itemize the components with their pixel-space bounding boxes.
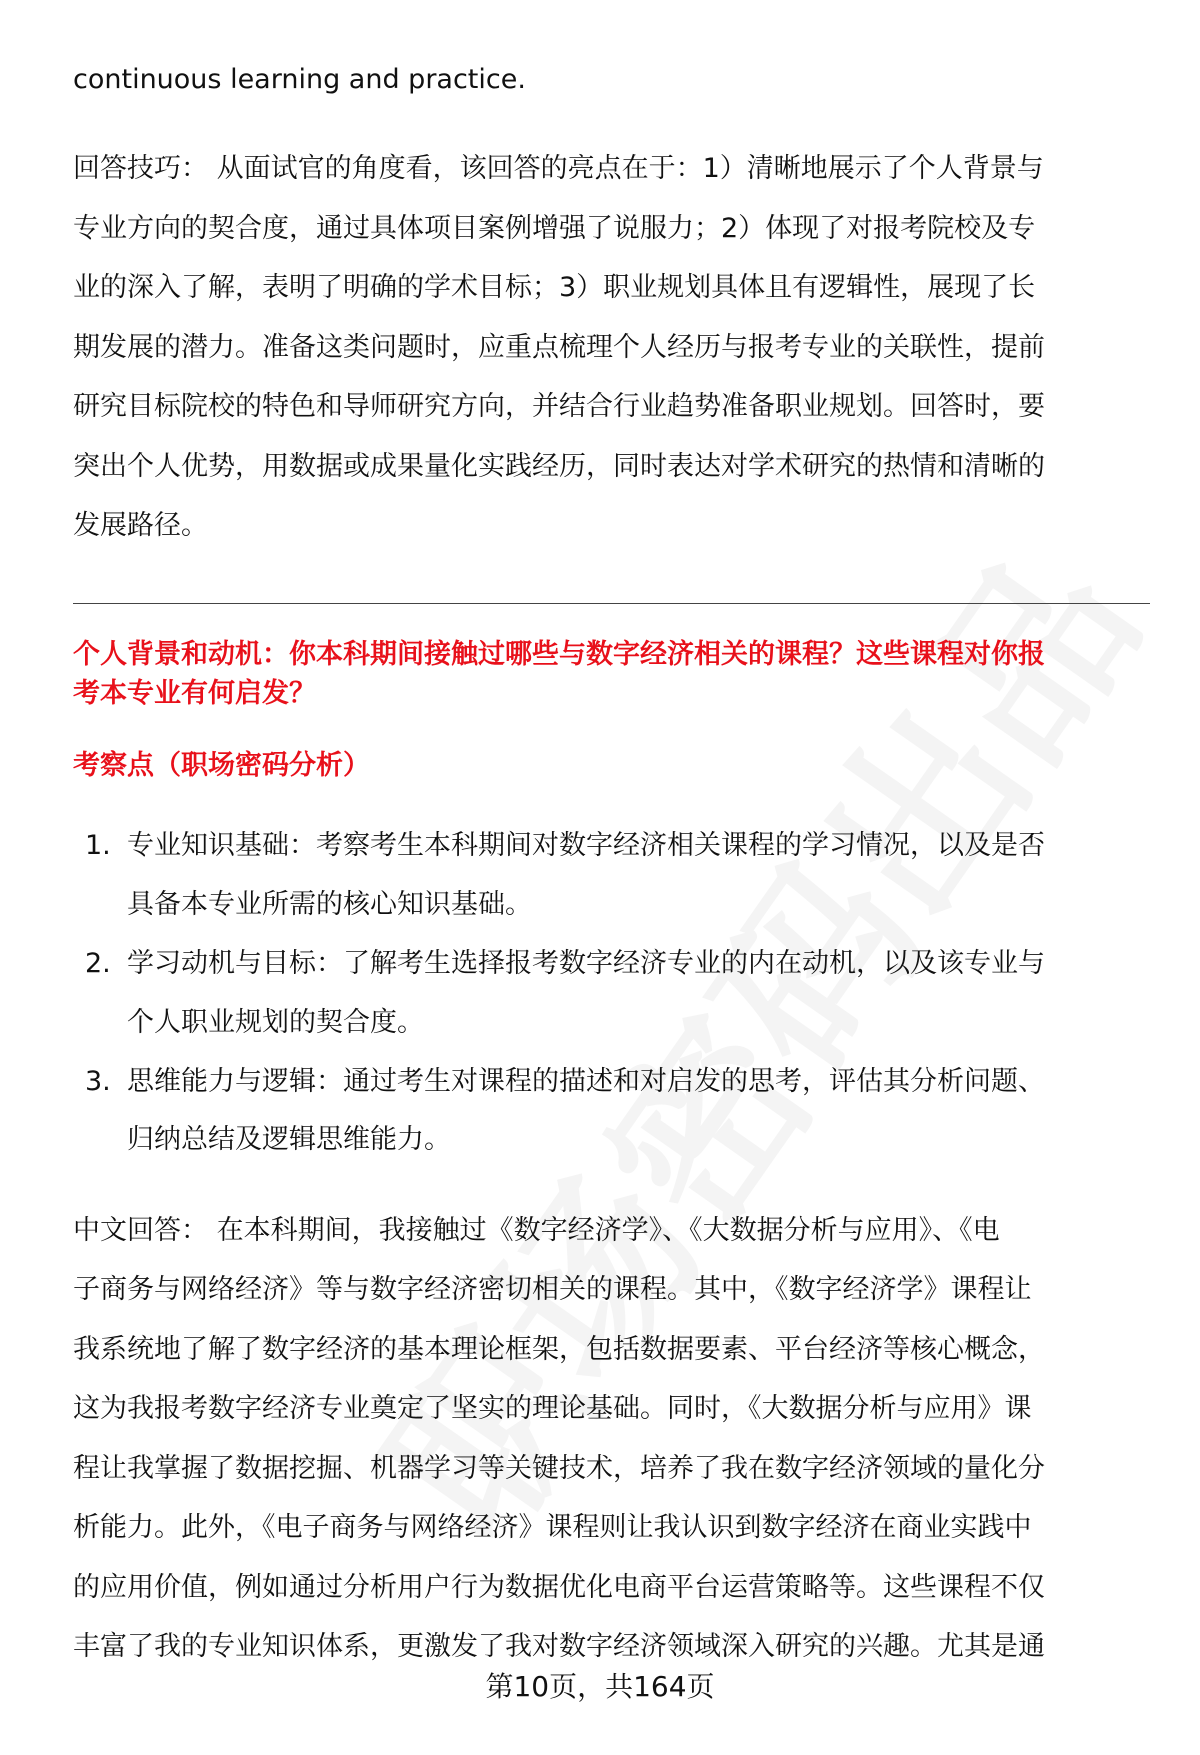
- question-line: 考本专业有何启发？: [73, 678, 316, 709]
- list-number: 1.: [85, 830, 111, 861]
- answer-line: 这为我报考数字经济专业奠定了坚实的理论基础。同时，《大数据分析与应用》课: [73, 1393, 1032, 1424]
- list-item-line: 具备本专业所需的核心知识基础。: [127, 889, 532, 920]
- answer-line: 中文回答： 在本科期间，我接触过《数字经济学》、《大数据分析与应用》、《电: [73, 1215, 1000, 1246]
- list-number: 3.: [85, 1066, 111, 1097]
- tips-line: 业的深入了解，表明了明确的学术目标；3）职业规划具体且有逻辑性，展现了长: [73, 272, 1036, 303]
- tips-line: 专业方向的契合度，通过具体项目案例增强了说服力；2）体现了对报考院校及专: [73, 213, 1036, 244]
- tips-line: 突出个人优势，用数据或成果量化实践经历，同时表达对学术研究的热情和清晰的: [73, 451, 1045, 482]
- answer-line: 析能力。此外，《电子商务与网络经济》课程则让我认识到数字经济在商业实践中: [73, 1512, 1032, 1543]
- list-item-line: 学习动机与目标：了解考生选择报考数字经济专业的内在动机，以及该专业与: [127, 948, 1045, 979]
- list-item-line: 归纳总结及逻辑思维能力。: [127, 1124, 451, 1155]
- page-number: 第10页，共164页: [485, 1670, 715, 1703]
- focus-title: 考察点（职场密码分析）: [73, 750, 370, 781]
- intro-tail-text: continuous learning and practice.: [73, 64, 526, 95]
- answer-line: 程让我掌握了数据挖掘、机器学习等关键技术，培养了我在数字经济领域的量化分: [73, 1453, 1045, 1484]
- question-line: 个人背景和动机：你本科期间接触过哪些与数字经济相关的课程？这些课程对你报: [73, 639, 1045, 670]
- answer-line: 的应用价值，例如通过分析用户行为数据优化电商平台运营策略等。这些课程不仅: [73, 1572, 1045, 1603]
- section-divider: [73, 603, 1150, 604]
- tips-line: 研究目标院校的特色和导师研究方向，并结合行业趋势准备职业规划。回答时，要: [73, 391, 1045, 422]
- answer-line: 我系统地了解了数字经济的基本理论框架，包括数据要素、平台经济等核心概念，: [73, 1334, 1045, 1365]
- list-item-line: 个人职业规划的契合度。: [127, 1007, 424, 1038]
- tips-line: 发展路径。: [73, 510, 208, 541]
- list-item-line: 专业知识基础：考察考生本科期间对数字经济相关课程的学习情况，以及是否: [127, 830, 1045, 861]
- list-item-line: 思维能力与逻辑：通过考生对课程的描述和对启发的思考，评估其分析问题、: [127, 1066, 1045, 1097]
- list-number: 2.: [85, 948, 111, 979]
- answer-line: 子商务与网络经济》等与数字经济密切相关的课程。其中，《数字经济学》课程让: [73, 1274, 1032, 1305]
- answer-line: 丰富了我的专业知识体系，更激发了我对数字经济领域深入研究的兴趣。尤其是通: [73, 1631, 1045, 1662]
- tips-line: 回答技巧： 从面试官的角度看，该回答的亮点在于：1）清晰地展示了个人背景与: [73, 153, 1044, 184]
- tips-line: 期发展的潜力。准备这类问题时，应重点梳理个人经历与报考专业的关联性，提前: [73, 332, 1045, 363]
